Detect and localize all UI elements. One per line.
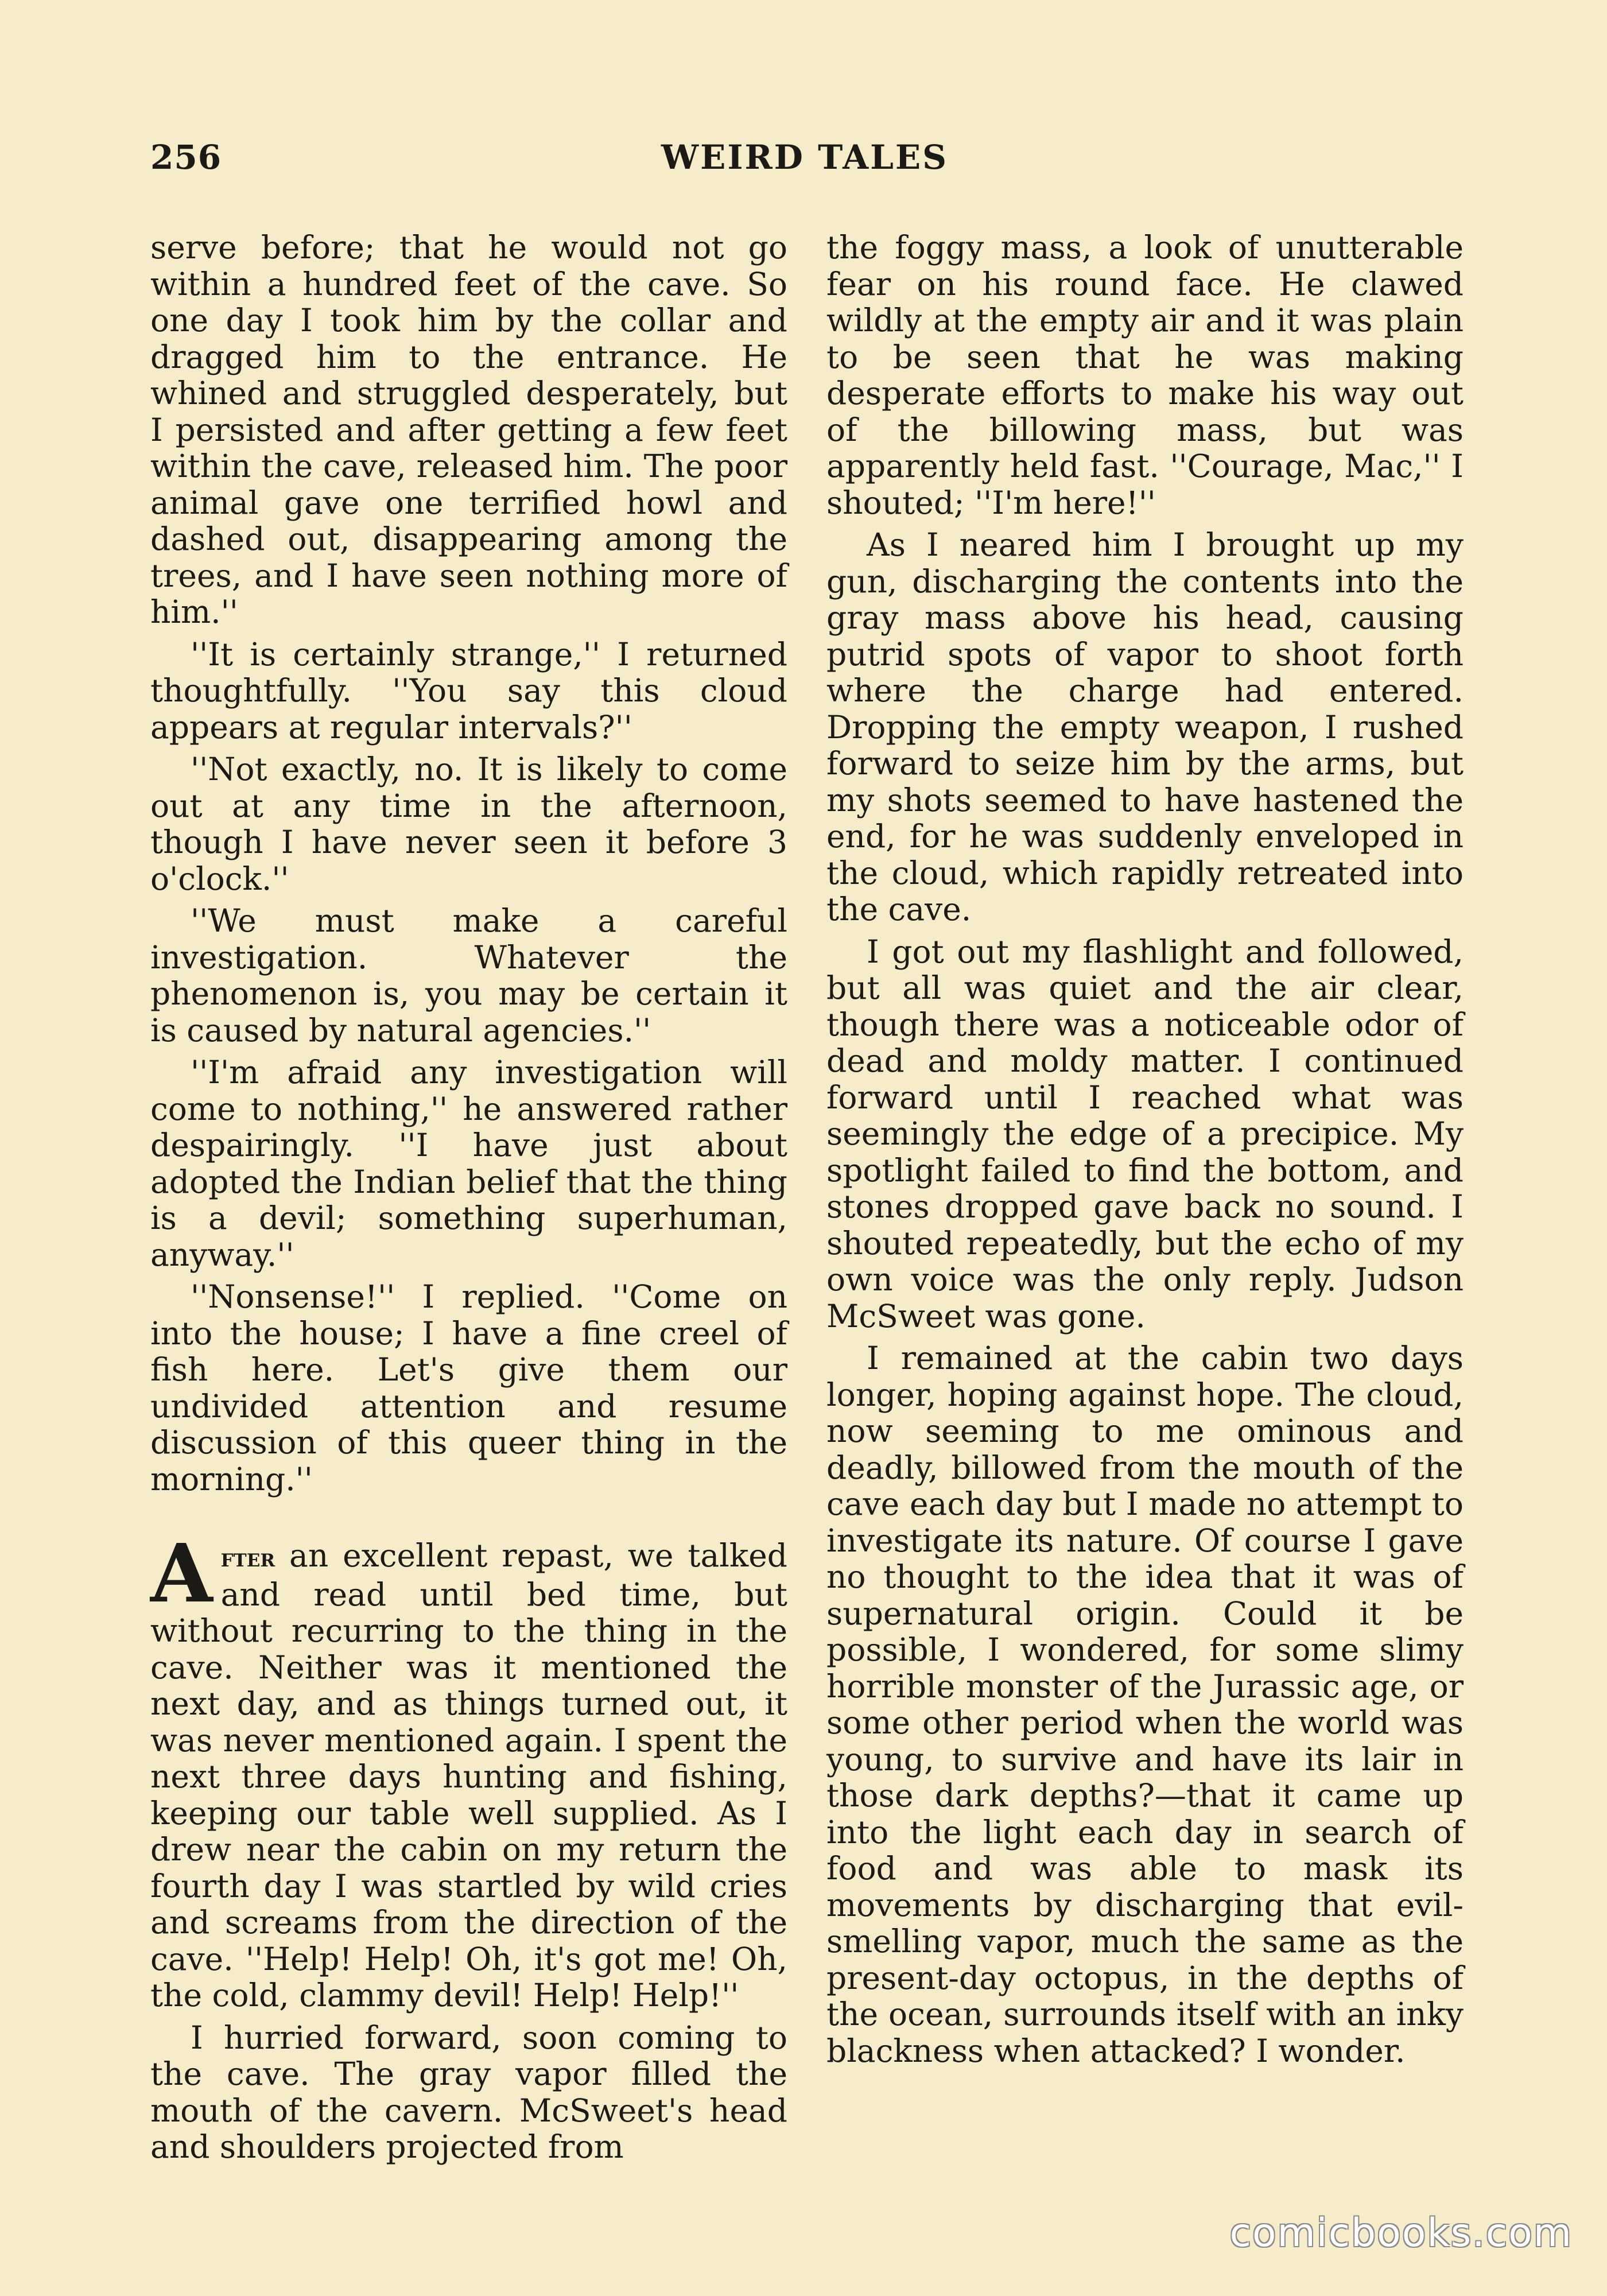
paragraph: As I neared him I brought up my gun, discharging the contents into the gray mass above his head, causing putrid spots of vapor to shoot forth where the charge had entered. Dropping the empty weapon, I rushed forward to seize him by the arms, but my shots seemed to have hastened the end, for he was suddenly enveloped in the cloud, which rapidly retreated into the cave. bbox=[826, 526, 1464, 928]
running-title: WEIRD TALES bbox=[661, 138, 949, 177]
paragraph: ''We must make a careful investigation. Whatever the phenomenon is, you may be certain it is caused by natural agencies.'' bbox=[150, 902, 787, 1049]
small-caps-lead: fter bbox=[220, 1543, 275, 1573]
page-number: 256 bbox=[150, 138, 222, 177]
running-head bbox=[150, 138, 1459, 189]
right-column bbox=[826, 230, 1464, 2075]
left-column bbox=[150, 230, 787, 2171]
paragraph-text: an excellent repast, we talked and read until bed time, but without recurring to the thing in the cave. Neither was it mentioned the next day, and as things turned out, it was never mentioned again. I spent the next three days hunting and fishing, keeping our table well supplied. As I drew near the cabin on my return the fourth day I was startled by wild cries and screams from the direction of the cave. ''Help! Help! Oh, it's got me! Oh, the cold, clammy devil! Help! Help!'' bbox=[150, 1537, 787, 2014]
paragraph: I got out my flashlight and followed, but all was quiet and the air clear, though there was a noticeable odor of dead and moldy matter. I continued forward until I reached what was seemingly the edge of a precipice. My spotlight failed to find the bottom, and stones dropped gave back no sound. I shouted repeatedly, but the echo of my own voice was the only reply. Judson McSweet was gone. bbox=[826, 933, 1464, 1335]
paragraph: ''Nonsense!'' I replied. ''Come on into the house; I have a fine creel of fish here. Let's give them our undivided attention and resume discussion of this queer thing in the morning.'' bbox=[150, 1278, 787, 1498]
paragraph: I remained at the cabin two days longer, hoping against hope. The cloud, now seeming to me ominous and deadly, billowed from the mouth of the cave each day but I made no attempt to investigate its nature. Of course I gave no thought to the idea that it was of supernatural origin. Could it be possible, I wondered, for some slimy horrible monster of the Jurassic age, or some other period when the world was young, to survive and have its lair in those dark depths?—that it came up into the light each day in search of food and was able to mask its movements by discharging that evil-smelling vapor, much the same as the present-day octopus, in the depths of the ocean, surrounds itself with an inky blackness when attacked? I wonder. bbox=[826, 1340, 1464, 2069]
paragraph: the foggy mass, a look of unutterable fear on his round face. He clawed wildly at the empty air and it was plain to be seen that he was making desperate efforts to make his way out of the billowing mass, but was apparently held fast. ''Courage, Mac,'' I shouted; ''I'm here!'' bbox=[826, 229, 1464, 521]
section-opening-paragraph bbox=[150, 1527, 787, 2014]
paragraph: ''I'm afraid any investigation will come to nothing,'' he answered rather despairingly. ''I have just about adopted the Indian belief that the thing is a devil; something superhuman, anyway.'' bbox=[150, 1054, 787, 1273]
drop-cap: A bbox=[150, 1527, 213, 1621]
paragraph: I hurried forward, soon coming to the cave. The gray vapor filled the mouth of the cavern. McSweet's head and shoulders projected from bbox=[150, 2019, 787, 2165]
paragraph: ''Not exactly, no. It is likely to come out at any time in the afternoon, though I have never seen it before 3 o'clock.'' bbox=[150, 751, 787, 897]
paragraph: serve before; that he would not go within a hundred feet of the cave. So one day I took him by the collar and dragged him to the entrance. He whined and struggled desperately, but I persisted and after getting a few feet within the cave, released him. The poor animal gave one terrified howl and dashed out, disappearing among the trees, and I have seen nothing more of him.'' bbox=[150, 229, 787, 630]
watermark: comicbooks.com bbox=[1229, 2210, 1573, 2256]
paragraph: ''It is certainly strange,'' I returned thoughtfully. ''You say this cloud appears at regular intervals?'' bbox=[150, 635, 787, 746]
